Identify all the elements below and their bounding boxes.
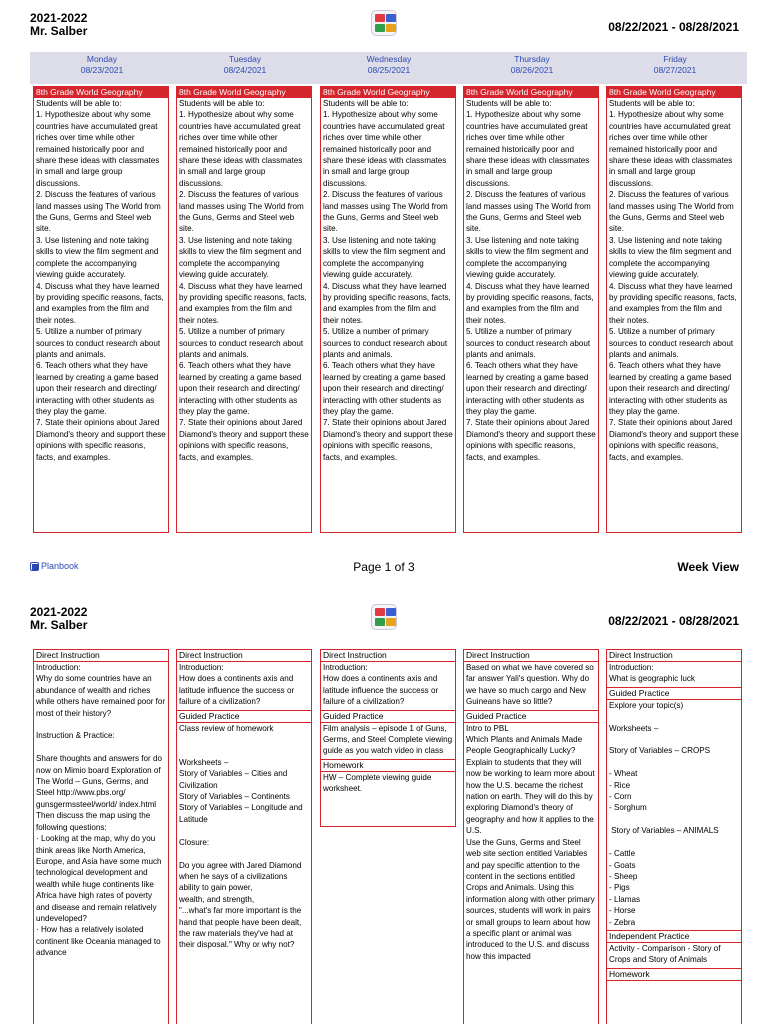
lesson-cell-tuesday[interactable] xyxy=(176,86,312,533)
section-title: Guided Practice xyxy=(607,688,741,700)
course-title: 8th Grade World Geography xyxy=(34,87,168,98)
section-title: Direct Instruction xyxy=(177,650,311,662)
planbook-logo-icon xyxy=(371,10,397,36)
teacher-name: Mr. Salber xyxy=(30,24,88,38)
section-title: Direct Instruction xyxy=(321,650,455,662)
monday-plan[interactable] xyxy=(33,649,169,1024)
objectives-text: Students will be able to: 1. Hypothesize about why some countries have accumulated great riches over time while other remained historically poor and share these ideas with classmates in small and large group discussions. 2. Discuss the features of various land masses using The World from the Guns, Germs and Steel web site. 3. Use listening and note taking skills to view the film segment and complete the accompanying viewing guide accurately. 4. Discuss what they have learned by providing specific reasons, facts, and examples from the film and their notes. 5. Utilize a number of primary sources to conduct research about plants and animals. 6. Teach others what they have learned by creating a game based upon their research and directing/ interacting with other students as they play the game. 7. State their opinions about Jared Diamond's theory and support these opinions with specific reasons, facts, and examples. xyxy=(609,99,739,462)
wednesday-plan[interactable] xyxy=(320,649,456,827)
objectives-text: Students will be able to: 1. Hypothesize about why some countries have accumulated great riches over time while other remained historically poor and share these ideas with classmates in small and large group discussions. 2. Discuss the features of various land masses using The World from the Guns, Germs and Steel web site. 3. Use listening and note taking skills to view the film segment and complete the accompanying viewing guide accurately. 4. Discuss what they have learned by providing specific reasons, facts, and examples from the film and their notes. 5. Utilize a number of primary sources to conduct research about plants and animals. 6. Teach others what they have learned by creating a game based upon their research and directing/ interacting with other students as they play the game. 7. State their opinions about Jared Diamond's theory and support these opinions with specific reasons, facts, and examples. xyxy=(36,99,166,462)
objectives-text: Students will be able to: 1. Hypothesize about why some countries have accumulated great riches over time while other remained historically poor and share these ideas with classmates in small and large group discussions. 2. Discuss the features of various land masses using The World from the Guns, Germs and Steel web site. 3. Use listening and note taking skills to view the film segment and complete the accompanying viewing guide accurately. 4. Discuss what they have learned by providing specific reasons, facts, and examples from the film and their notes. 5. Utilize a number of primary sources to conduct research about plants and animals. 6. Teach others what they have learned by creating a game based upon their research and directing/ interacting with other students as they play the game. 7. State their opinions about Jared Diamond's theory and support these opinions with specific reasons, facts, and examples. xyxy=(323,99,453,462)
lesson-cell-friday[interactable] xyxy=(606,86,742,533)
day-wednesday[interactable]: Wednesday 08/25/2021 xyxy=(366,54,412,75)
tuesday-plan[interactable] xyxy=(176,649,312,1024)
section-title: Homework xyxy=(321,760,455,772)
lesson-cell-wednesday[interactable] xyxy=(320,86,456,533)
section-title: Homework xyxy=(607,969,741,981)
section-body: Film analysis – episode 1 of Guns, Germs, and Steel Complete viewing guide as you watch video in class xyxy=(323,723,455,756)
section-title: Direct Instruction xyxy=(607,650,741,662)
section-body: Introduction: Why do some countries have an abundance of wealth and riches while others have remained poor for most of their history? Instruction & Practice: Share thoughts and answers for do now on Mimio board Exploration of The World – Guns, Germs, and Steel http://www.pbs.org/ gunsgermssteel/world/ index.html Then discuss the map using the following questions: · Looking at the map, why do you think areas like North America, Europe, and Asia have some much technological development and wealth while huge continents like Africa have high rates of poverty and disease and remain relatively undeveloped? · How has a relatively isolated continent like Oceania managed to advance xyxy=(36,663,166,958)
date-range: 08/22/2021 - 08/28/2021 xyxy=(608,614,739,628)
objectives-text: Students will be able to: 1. Hypothesize about why some countries have accumulated great riches over time while other remained historically poor and share these ideas with classmates in small and large group discussions. 2. Discuss the features of various land masses using The World from the Guns, Germs and Steel web site. 3. Use listening and note taking skills to view the film segment and complete the accompanying viewing guide accurately. 4. Discuss what they have learned by providing specific reasons, facts, and examples from the film and their notes. 5. Utilize a number of primary sources to conduct research about plants and animals. 6. Teach others what they have learned by creating a game based upon their research and directing/ interacting with other students as they play the game. 7. State their opinions about Jared Diamond's theory and support these opinions with specific reasons, facts, and examples. xyxy=(466,99,596,462)
school-year: 2021-2022 xyxy=(30,11,88,25)
school-year: 2021-2022 xyxy=(30,605,88,619)
section-body: Introduction: How does a continents axis and latitude influence the success or failure of a civilization? xyxy=(179,663,295,707)
course-title: 8th Grade World Geography xyxy=(321,87,455,98)
planbook-label: Planbook xyxy=(41,561,79,571)
section-body: Introduction: How does a continents axis and latitude influence the success or failure of a civilization? xyxy=(323,663,439,707)
thursday-plan[interactable] xyxy=(463,649,599,1024)
week-day-header xyxy=(30,52,747,84)
page-number: Page 1 of 3 xyxy=(353,560,415,574)
section-title: Guided Practice xyxy=(464,711,598,723)
objectives-text: Students will be able to: 1. Hypothesize about why some countries have accumulated great riches over time while other remained historically poor and share these ideas with classmates in small and large group discussions. 2. Discuss the features of various land masses using The World from the Guns, Germs and Steel web site. 3. Use listening and note taking skills to view the film segment and complete the accompanying viewing guide accurately. 4. Discuss what they have learned by providing specific reasons, facts, and examples from the film and their notes. 5. Utilize a number of primary sources to conduct research about plants and animals. 6. Teach others what they have learned by creating a game based upon their research and directing/ interacting with other students as they play the game. 7. State their opinions about Jared Diamond's theory and support these opinions with specific reasons, facts, and examples. xyxy=(179,99,309,462)
section-title: Independent Practice xyxy=(607,931,741,943)
section-title: Guided Practice xyxy=(177,711,311,723)
day-friday[interactable]: Friday 08/27/2021 xyxy=(653,54,697,75)
friday-plan[interactable] xyxy=(606,649,742,1024)
day-thursday[interactable]: Thursday 08/26/2021 xyxy=(510,54,554,75)
course-title: 8th Grade World Geography xyxy=(177,87,311,98)
section-body: Explore your topic(s) Worksheets – Story of Variables – CROPS - Wheat - Rice - Corn - Sorghum Story of Variables – ANIMALS - Cattle - Goats - Sheep - Pigs - Llamas - Horse - Zebra xyxy=(609,700,719,927)
day-tuesday[interactable]: Tuesday 08/24/2021 xyxy=(223,54,267,75)
section-title: Guided Practice xyxy=(321,711,455,723)
section-body: Activity - Comparison - Story of Crops and Story of Animals xyxy=(609,943,723,965)
section-body: Introduction: What is geographic luck xyxy=(609,663,695,684)
day-monday[interactable]: Monday 08/23/2021 xyxy=(80,54,124,75)
lesson-cell-monday[interactable] xyxy=(33,86,169,533)
date-range: 08/22/2021 - 08/28/2021 xyxy=(608,20,739,34)
page-footer xyxy=(0,560,768,576)
section-body: HW – Complete viewing guide worksheet. xyxy=(323,772,434,794)
lesson-cell-thursday[interactable] xyxy=(463,86,599,533)
view-label: Week View xyxy=(677,560,739,574)
section-title: Direct Instruction xyxy=(464,650,598,662)
section-body xyxy=(607,981,741,983)
section-title: Direct Instruction xyxy=(34,650,168,662)
section-body: Based on what we have covered so far answer Yali's question. Why do we have so much cargo and New Guineans have so little? xyxy=(466,663,597,707)
section-body: Class review of homework Worksheets – Story of Variables – Cities and Civilization Story of Variables – Continents Story of Variables – Longitude and Latitude Closure: Do you agree with Jared Diamond when he says of a civilizations ability to gain power, wealth, and strength, "...what's far more important is the hand that people have been dealt, the raw materials they've had at their disposal." Why or why not? xyxy=(179,723,303,950)
course-title: 8th Grade World Geography xyxy=(607,87,741,98)
course-title: 8th Grade World Geography xyxy=(464,87,598,98)
planbook-logo-icon xyxy=(371,604,397,630)
section-body: Intro to PBL Which Plants and Animals Made People Geographically Lucky? Explain to students that they will now be working to learn more about how the U.S. became the richest nation on earth. They will do this by exploring Diamond's theory of geography and how it applies to the U.S. Use the Guns, Germs and Steel web site section entitled Variables and pay specific attention to the content in the sections entitled Crops and Animals. Using this information along with other primary sources, students will work in pairs or small groups to learn about how a specific plant or animal was introduced to the U.S. and discuss how this impacted xyxy=(466,723,595,961)
teacher-name: Mr. Salber xyxy=(30,618,88,632)
